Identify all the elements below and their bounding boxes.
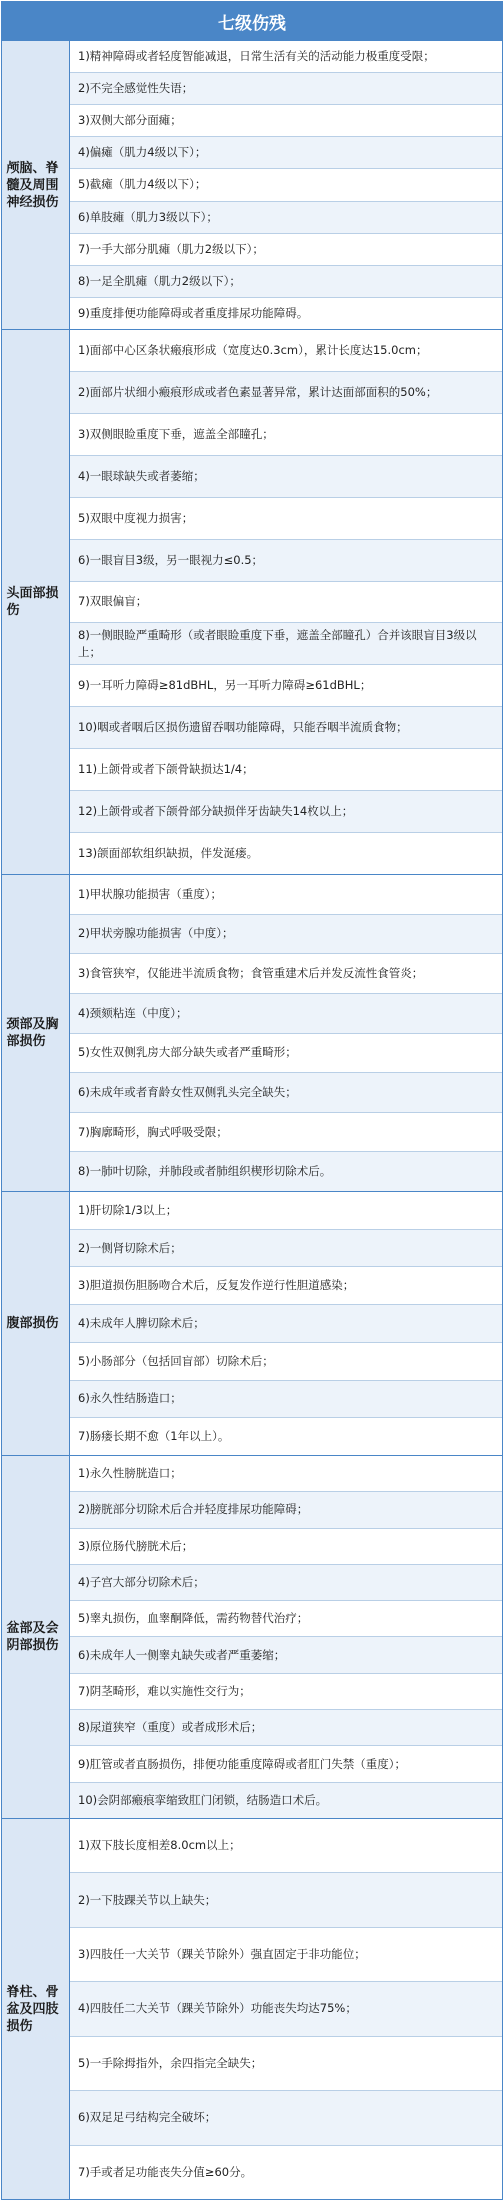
list-item xyxy=(70,136,502,168)
list-item xyxy=(70,1151,502,1191)
item-text: 4)未成年人脾切除术后； xyxy=(78,1316,205,1331)
section-neck-chest xyxy=(2,874,502,1191)
item-list xyxy=(70,41,502,329)
list-item xyxy=(70,1673,502,1709)
list-item xyxy=(70,72,502,104)
item-text: 9)一耳听力障碍≥81dBHL，另一耳听力障碍≥61dBHL； xyxy=(78,678,372,693)
list-item xyxy=(70,455,502,497)
item-text: 2)面部片状细小瘢痕形成或者色素显著异常，累计达面部面积的50%； xyxy=(78,384,438,399)
section-head-face xyxy=(2,329,502,874)
item-list xyxy=(70,330,502,874)
item-text: 7)胸廓畸形，胸式呼吸受限； xyxy=(78,1124,228,1139)
item-text: 5)截瘫（肌力4级以下）； xyxy=(78,177,207,192)
list-item xyxy=(70,1927,502,1981)
list-item xyxy=(70,330,502,371)
category-label: 脊柱、骨盆及四肢损伤 xyxy=(6,1984,59,2034)
list-item xyxy=(70,1417,502,1455)
list-item xyxy=(70,1636,502,1672)
list-item xyxy=(70,297,502,329)
section-spine-pelvis-limbs xyxy=(2,1818,502,2199)
list-item xyxy=(70,1304,502,1342)
list-item xyxy=(70,1072,502,1112)
item-text: 3)双侧眼睑重度下垂，遮盖全部瞳孔； xyxy=(78,426,274,441)
injury-table xyxy=(1,1,503,2200)
item-text: 9)重度排便功能障碍或者重度排尿功能障碍。 xyxy=(78,305,309,320)
list-item xyxy=(70,2145,502,2199)
item-text: 4)子宫大部分切除术后； xyxy=(78,1575,205,1590)
item-text: 8)一肺叶切除，并肺段或者肺组织楔形切除术后。 xyxy=(78,1164,332,1179)
list-item xyxy=(70,832,502,874)
item-text: 1)甲状腺功能损害（重度）； xyxy=(78,886,223,901)
table-title xyxy=(2,2,502,40)
list-item xyxy=(70,1709,502,1745)
item-text: 1)肝切除1/3以上； xyxy=(78,1202,178,1217)
list-item xyxy=(70,2036,502,2090)
list-item xyxy=(70,993,502,1033)
category-cell xyxy=(2,1456,70,1818)
list-item xyxy=(70,622,502,664)
section-brain-spinal xyxy=(2,40,502,329)
table-title-text: 七级伤残 xyxy=(218,13,286,34)
list-item xyxy=(70,1528,502,1564)
list-item xyxy=(70,413,502,455)
category-label: 颅脑、脊髓及周围神经损伤 xyxy=(6,160,59,210)
list-item xyxy=(70,1872,502,1926)
item-text: 4)颈颏粘连（中度）； xyxy=(78,1005,188,1020)
category-label: 颈部及胸部损伤 xyxy=(6,1017,59,1049)
item-text: 5)睾丸损伤，血睾酮降低，需药物替代治疗； xyxy=(78,1611,309,1626)
item-text: 7)肠瘘长期不愈（1年以上）。 xyxy=(78,1429,230,1444)
item-text: 4)四肢任二大关节（踝关节除外）功能丧失均达75%； xyxy=(78,2001,357,2016)
item-text: 3)双侧大部分面瘫； xyxy=(78,113,182,128)
item-text: 1)双下肢长度相差8.0cm以上； xyxy=(78,1838,241,1853)
category-label: 腹部损伤 xyxy=(6,1316,59,1331)
item-text: 5)小肠部分（包括回盲部）切除术后； xyxy=(78,1353,274,1368)
list-item xyxy=(70,748,502,790)
category-label: 盆部及会阴部损伤 xyxy=(6,1621,59,1653)
list-item xyxy=(70,168,502,200)
list-item xyxy=(70,1745,502,1781)
item-text: 5)双眼中度视力损害； xyxy=(78,510,194,525)
item-text: 13)颌面部软组织缺损，伴发涎瘘。 xyxy=(78,846,259,861)
list-item xyxy=(70,1456,502,1491)
list-item xyxy=(70,1342,502,1380)
list-item xyxy=(70,104,502,136)
item-text: 10)会阴部瘢痕挛缩致肛门闭锁，结肠造口术后。 xyxy=(78,1792,328,1807)
item-text: 7)手或者足功能丧失分值≥60分。 xyxy=(78,2164,253,2179)
item-text: 6)双足足弓结构完全破坏； xyxy=(78,2110,217,2125)
item-text: 8)尿道狭窄（重度）或者成形术后； xyxy=(78,1720,263,1735)
item-list xyxy=(70,875,502,1191)
item-text: 8)一侧眼睑严重畸形（或者眼睑重度下垂，遮盖全部瞳孔）合并该眼盲目3级以上； xyxy=(78,627,477,659)
item-list xyxy=(70,1456,502,1818)
section-pelvis-perineum xyxy=(2,1455,502,1818)
item-text: 5)一手除拇指外，余四指完全缺失； xyxy=(78,2055,263,2070)
item-text: 9)肛管或者直肠损伤，排便功能重度障碍或者肛门失禁（重度）； xyxy=(78,1756,407,1771)
category-cell xyxy=(2,1192,70,1455)
list-item xyxy=(70,1600,502,1636)
list-item xyxy=(70,706,502,748)
category-cell xyxy=(2,875,70,1191)
list-item xyxy=(70,790,502,832)
item-text: 10)咽或者咽后区损伤遗留吞咽功能障碍，只能吞咽半流质食物； xyxy=(78,720,408,735)
item-text: 2)甲状旁腺功能损害（中度）； xyxy=(78,926,234,941)
item-text: 8)一足全肌瘫（肌力2级以下）； xyxy=(78,273,241,288)
list-item xyxy=(70,41,502,72)
item-text: 1)精神障碍或者轻度智能减退，日常生活有关的活动能力极重度受限； xyxy=(78,49,435,64)
category-label: 头面部损伤 xyxy=(6,586,59,618)
item-text: 11)上颌骨或者下颌骨缺损达1/4； xyxy=(78,762,254,777)
list-item xyxy=(70,1380,502,1418)
list-item xyxy=(70,201,502,233)
list-item xyxy=(70,2090,502,2144)
item-text: 4)偏瘫（肌力4级以下）； xyxy=(78,145,207,160)
item-text: 1)面部中心区条状瘢痕形成（宽度达0.3cm），累计长度达15.0cm； xyxy=(78,342,428,357)
item-text: 12)上颌骨或者下颌骨部分缺损伴牙齿缺失14枚以上； xyxy=(78,804,354,819)
item-text: 6)单肢瘫（肌力3级以下）； xyxy=(78,209,218,224)
item-text: 3)食管狭窄，仅能进半流质食物；食管重建术后并发反流性食管炎； xyxy=(78,966,424,981)
category-cell xyxy=(2,330,70,874)
item-text: 7)双眼偏盲； xyxy=(78,594,148,609)
category-cell xyxy=(2,1819,70,2199)
list-item xyxy=(70,497,502,539)
item-text: 4)一眼球缺失或者萎缩； xyxy=(78,468,205,483)
list-item xyxy=(70,875,502,914)
item-text: 7)阴茎畸形，难以实施性交行为； xyxy=(78,1683,251,1698)
list-item xyxy=(70,1266,502,1304)
list-item xyxy=(70,1112,502,1152)
item-text: 1)永久性膀胱造口； xyxy=(78,1466,182,1481)
list-item xyxy=(70,1192,502,1229)
item-list xyxy=(70,1192,502,1455)
list-item xyxy=(70,1981,502,2035)
item-text: 2)膀胱部分切除术后合并轻度排尿功能障碍； xyxy=(78,1502,309,1517)
item-text: 3)原位肠代膀胱术后； xyxy=(78,1538,194,1553)
list-item xyxy=(70,233,502,265)
list-item xyxy=(70,664,502,706)
item-text: 5)女性双侧乳房大部分缺失或者严重畸形； xyxy=(78,1045,297,1060)
item-text: 2)一下肢踝关节以上缺失； xyxy=(78,1892,217,1907)
list-item xyxy=(70,539,502,581)
item-text: 6)未成年人一侧睾丸缺失或者严重萎缩； xyxy=(78,1647,286,1662)
list-item xyxy=(70,265,502,297)
list-item xyxy=(70,581,502,623)
item-text: 6)永久性结肠造口； xyxy=(78,1391,182,1406)
list-item xyxy=(70,914,502,954)
list-item xyxy=(70,1491,502,1527)
item-text: 2)一侧肾切除术后； xyxy=(78,1240,182,1255)
section-abdomen xyxy=(2,1191,502,1455)
item-text: 6)一眼盲目3级，另一眼视力≤0.5； xyxy=(78,552,264,567)
list-item xyxy=(70,371,502,413)
list-item xyxy=(70,1782,502,1818)
list-item xyxy=(70,953,502,993)
list-item xyxy=(70,1229,502,1267)
item-text: 7)一手大部分肌瘫（肌力2级以下）； xyxy=(78,241,264,256)
item-text: 3)四肢任一大关节（踝关节除外）强直固定于非功能位； xyxy=(78,1947,366,1962)
item-list xyxy=(70,1819,502,2199)
list-item xyxy=(70,1033,502,1073)
item-text: 2)不完全感觉性失语； xyxy=(78,81,194,96)
category-cell xyxy=(2,41,70,329)
list-item xyxy=(70,1819,502,1872)
item-text: 3)胆道损伤胆肠吻合术后，反复发作逆行性胆道感染； xyxy=(78,1278,355,1293)
item-text: 6)未成年或者育龄女性双侧乳头完全缺失； xyxy=(78,1084,297,1099)
list-item xyxy=(70,1564,502,1600)
